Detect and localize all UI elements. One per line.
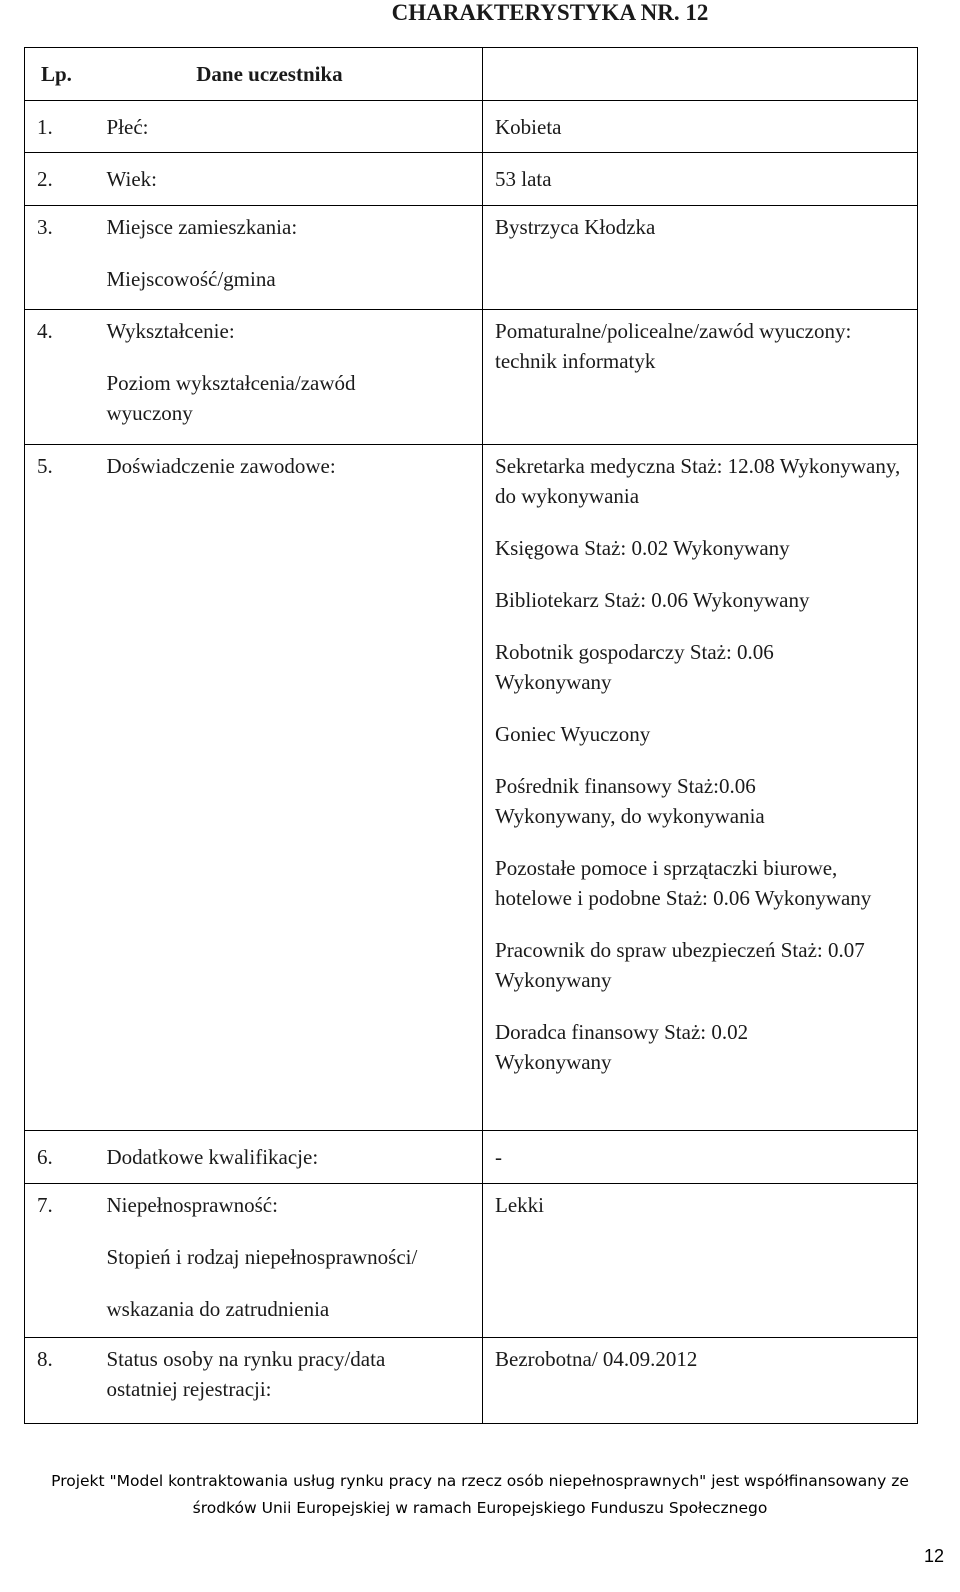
table-row xyxy=(25,206,918,310)
experience-entry: Księgowa Staż: 0.02 Wykonywany xyxy=(495,536,790,560)
experience-entry: Bibliotekarz Staż: 0.06 Wykonywany xyxy=(495,588,810,612)
row-sublabel: Poziom wykształcenia/zawód wyuczony xyxy=(106,371,356,425)
experience-entry: Robotnik gospodarczy Staż: 0.06 Wykonywany xyxy=(495,640,774,694)
row-num: 6. xyxy=(37,1145,53,1169)
row-value: Bystrzyca Kłodzka xyxy=(495,215,656,239)
row-label: Status osoby na rynku pracy/data ostatniej rejestracji: xyxy=(106,1347,386,1401)
row-value: Kobieta xyxy=(495,114,562,139)
row-num: 3. xyxy=(37,215,53,239)
row-num: 7. xyxy=(37,1193,53,1217)
table-row xyxy=(25,1131,918,1184)
row-num: 5. xyxy=(37,454,53,478)
row-value: 53 lata xyxy=(495,167,552,191)
table-row xyxy=(25,445,918,1131)
table-row xyxy=(25,153,918,206)
page-number: 12 xyxy=(923,1546,944,1566)
experience-entry: Pracownik do spraw ubezpieczeń Staż: 0.07 Wykonywany xyxy=(495,938,865,992)
row-num: 8. xyxy=(37,1347,53,1371)
row-value: Bezrobotna/ 04.09.2012 xyxy=(495,1347,698,1371)
row-label: Doświadczenie zawodowe: xyxy=(106,454,336,478)
header-dane: Dane uczestnika xyxy=(196,62,343,86)
header-lp: Lp. xyxy=(41,62,72,86)
row-num: 1. xyxy=(37,114,53,139)
row-value: Lekki xyxy=(495,1193,544,1217)
table-header-row xyxy=(25,48,918,101)
document-title: CHARAKTERYSTYKA NR. 12 xyxy=(391,0,709,25)
row-value: Pomaturalne/policealne/zawód wyuczony: technik informatyk xyxy=(495,319,852,373)
row-num: 4. xyxy=(37,319,53,343)
experience-entry: Pozostałe pomoce i sprzątaczki biurowe, hotelowe i podobne Staż: 0.06 Wykonywany xyxy=(495,856,872,910)
footer-line-1: Projekt "Model kontraktowania usług rynku pracy na rzecz osób niepełnosprawnych" jest współfinansowany ze xyxy=(51,1472,909,1490)
table-row xyxy=(25,1338,918,1424)
row-sublabel: wskazania do zatrudnienia xyxy=(106,1297,330,1321)
row-label: Niepełnosprawność: xyxy=(106,1193,278,1217)
row-label: Wykształcenie: xyxy=(106,319,235,343)
table-row xyxy=(25,101,918,153)
row-label: Miejsce zamieszkania: xyxy=(106,215,298,239)
table-row xyxy=(25,310,918,445)
experience-entry: Sekretarka medyczna Staż: 12.08 Wykonywany, do wykonywania xyxy=(495,454,901,508)
row-value: - xyxy=(495,1145,503,1169)
table-row xyxy=(25,1184,918,1338)
row-label: Dodatkowe kwalifikacje: xyxy=(106,1145,319,1169)
experience-entry: Doradca finansowy Staż: 0.02 Wykonywany xyxy=(495,1020,749,1074)
row-num: 2. xyxy=(37,167,53,191)
footer-line-2: środków Unii Europejskiej w ramach Europejskiego Funduszu Społecznego xyxy=(192,1499,768,1517)
row-sublabel: Stopień i rodzaj niepełnosprawności/ xyxy=(106,1245,418,1269)
experience-entry: Pośrednik finansowy Staż:0.06 Wykonywany, do wykonywania xyxy=(495,774,765,828)
row-sublabel: Miejscowość/gmina xyxy=(106,267,276,291)
experience-entry: Goniec Wyuczony xyxy=(495,722,651,746)
row-label: Płeć: xyxy=(106,114,149,139)
participant-table xyxy=(24,47,918,1424)
row-label: Wiek: xyxy=(106,167,157,191)
project-footer xyxy=(0,1468,960,1522)
